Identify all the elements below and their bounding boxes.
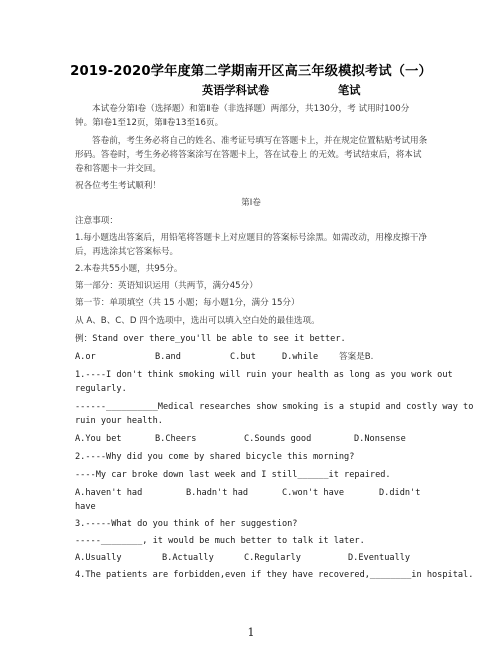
example-option-c: C.but	[230, 352, 256, 362]
q2-option-c: C.won't have	[282, 488, 345, 498]
page-number: 1	[247, 626, 255, 639]
q1-line-4: ruin your health.	[75, 416, 163, 426]
section-1-heading: 第一节：单项填空（共 15 小题；每小题1分，满分 15分）	[75, 298, 300, 308]
example-option-b: B.and	[155, 352, 181, 362]
q2-option-d-wrap: have	[75, 502, 96, 512]
intro-line-1: 本试卷分第Ⅰ卷（选择题）和第Ⅱ卷（非选择题）两部分，共130分，考 试用时100分	[92, 104, 410, 114]
q3-line-2: -----________, it would be much better to talk it later.	[75, 536, 365, 546]
intro-line-5: 卷和答题卡一并交回。	[75, 164, 161, 174]
example-option-d: D.while	[282, 352, 319, 362]
volume-heading: 第Ⅰ卷	[241, 198, 261, 208]
q3-option-b: B.Actually	[162, 553, 214, 563]
q1-line-1: 1.----I don't think smoking will ruin your health as long as you work out	[75, 370, 453, 380]
q1-option-d: D.Nonsense	[354, 434, 406, 444]
intro-line-6: 祝各位考生考试顺利！	[75, 181, 161, 191]
part-1-heading: 第一部分：英语知识运用（共两节，满分45分）	[75, 281, 258, 291]
q2-line-1: 2.----Why did you come by shared bicycle this morning?	[75, 452, 355, 462]
intro-line-4: 形码。答卷时，考生务必将答案涂写在答题卡上，答在试卷上 的无效。考试结束后，将本试	[75, 150, 422, 160]
note-2: 2.本卷共55小题，共95分。	[75, 264, 183, 274]
exam-title: 2019-2020学年度第二学期南开区高三年级模拟考试（一）	[70, 64, 432, 79]
q1-option-c: C.Sounds good	[244, 434, 312, 444]
q3-option-a: A.Usually	[75, 553, 122, 563]
intro-line-2: 钟。第Ⅰ卷1至12页，第Ⅱ卷13至16页。	[75, 118, 224, 128]
subject-label: 英语学科试卷	[202, 84, 270, 97]
q2-line-2: ----My car broke down last week and I still______it repaired.	[75, 470, 391, 480]
q3-line-1: 3.-----What do you think of her suggestion?	[75, 519, 298, 529]
example-stem: 例：Stand over there_you'll be able to see it better.	[75, 334, 346, 344]
example-option-a: A.or	[75, 352, 96, 362]
example-answer: 答案是B.	[339, 352, 374, 362]
q3-option-d: D.Eventually	[348, 553, 411, 563]
q1-option-b: B.Cheers	[155, 434, 197, 444]
q1-line-3: ------__________Medical researches show smoking is a stupid and costly way to	[75, 402, 474, 412]
q3-option-c: C.Regularly	[244, 553, 301, 563]
q2-option-a: A.haven't had	[75, 488, 143, 498]
note-1a: 1.每小题选出答案后，用铅笔将答题卡上对应题目的答案标号涂黑。如需改动，用橡皮擦干净	[75, 233, 427, 243]
q4-line-1: 4.The patients are forbidden,even if they have recovered,________in hospital.	[75, 570, 474, 580]
notes-title: 注意事项：	[75, 216, 118, 226]
exam-type-label: 笔试	[338, 84, 361, 97]
q1-line-2: regularly.	[75, 384, 127, 394]
q2-option-d: D.didn't	[379, 488, 421, 498]
q2-option-b: B.hadn't had	[186, 488, 249, 498]
instructions: 从 A、B、C、D 四个选项中，选出可以填入空白处的最佳选项。	[75, 316, 320, 326]
q1-option-a: A.You bet	[75, 434, 122, 444]
note-1b: 后，再选涂其它答案标号。	[75, 247, 179, 257]
intro-line-3: 答卷前，考生务必将自己的姓名、准考证号填写在答题卡上，并在规定位置粘贴考试用条	[92, 136, 428, 146]
